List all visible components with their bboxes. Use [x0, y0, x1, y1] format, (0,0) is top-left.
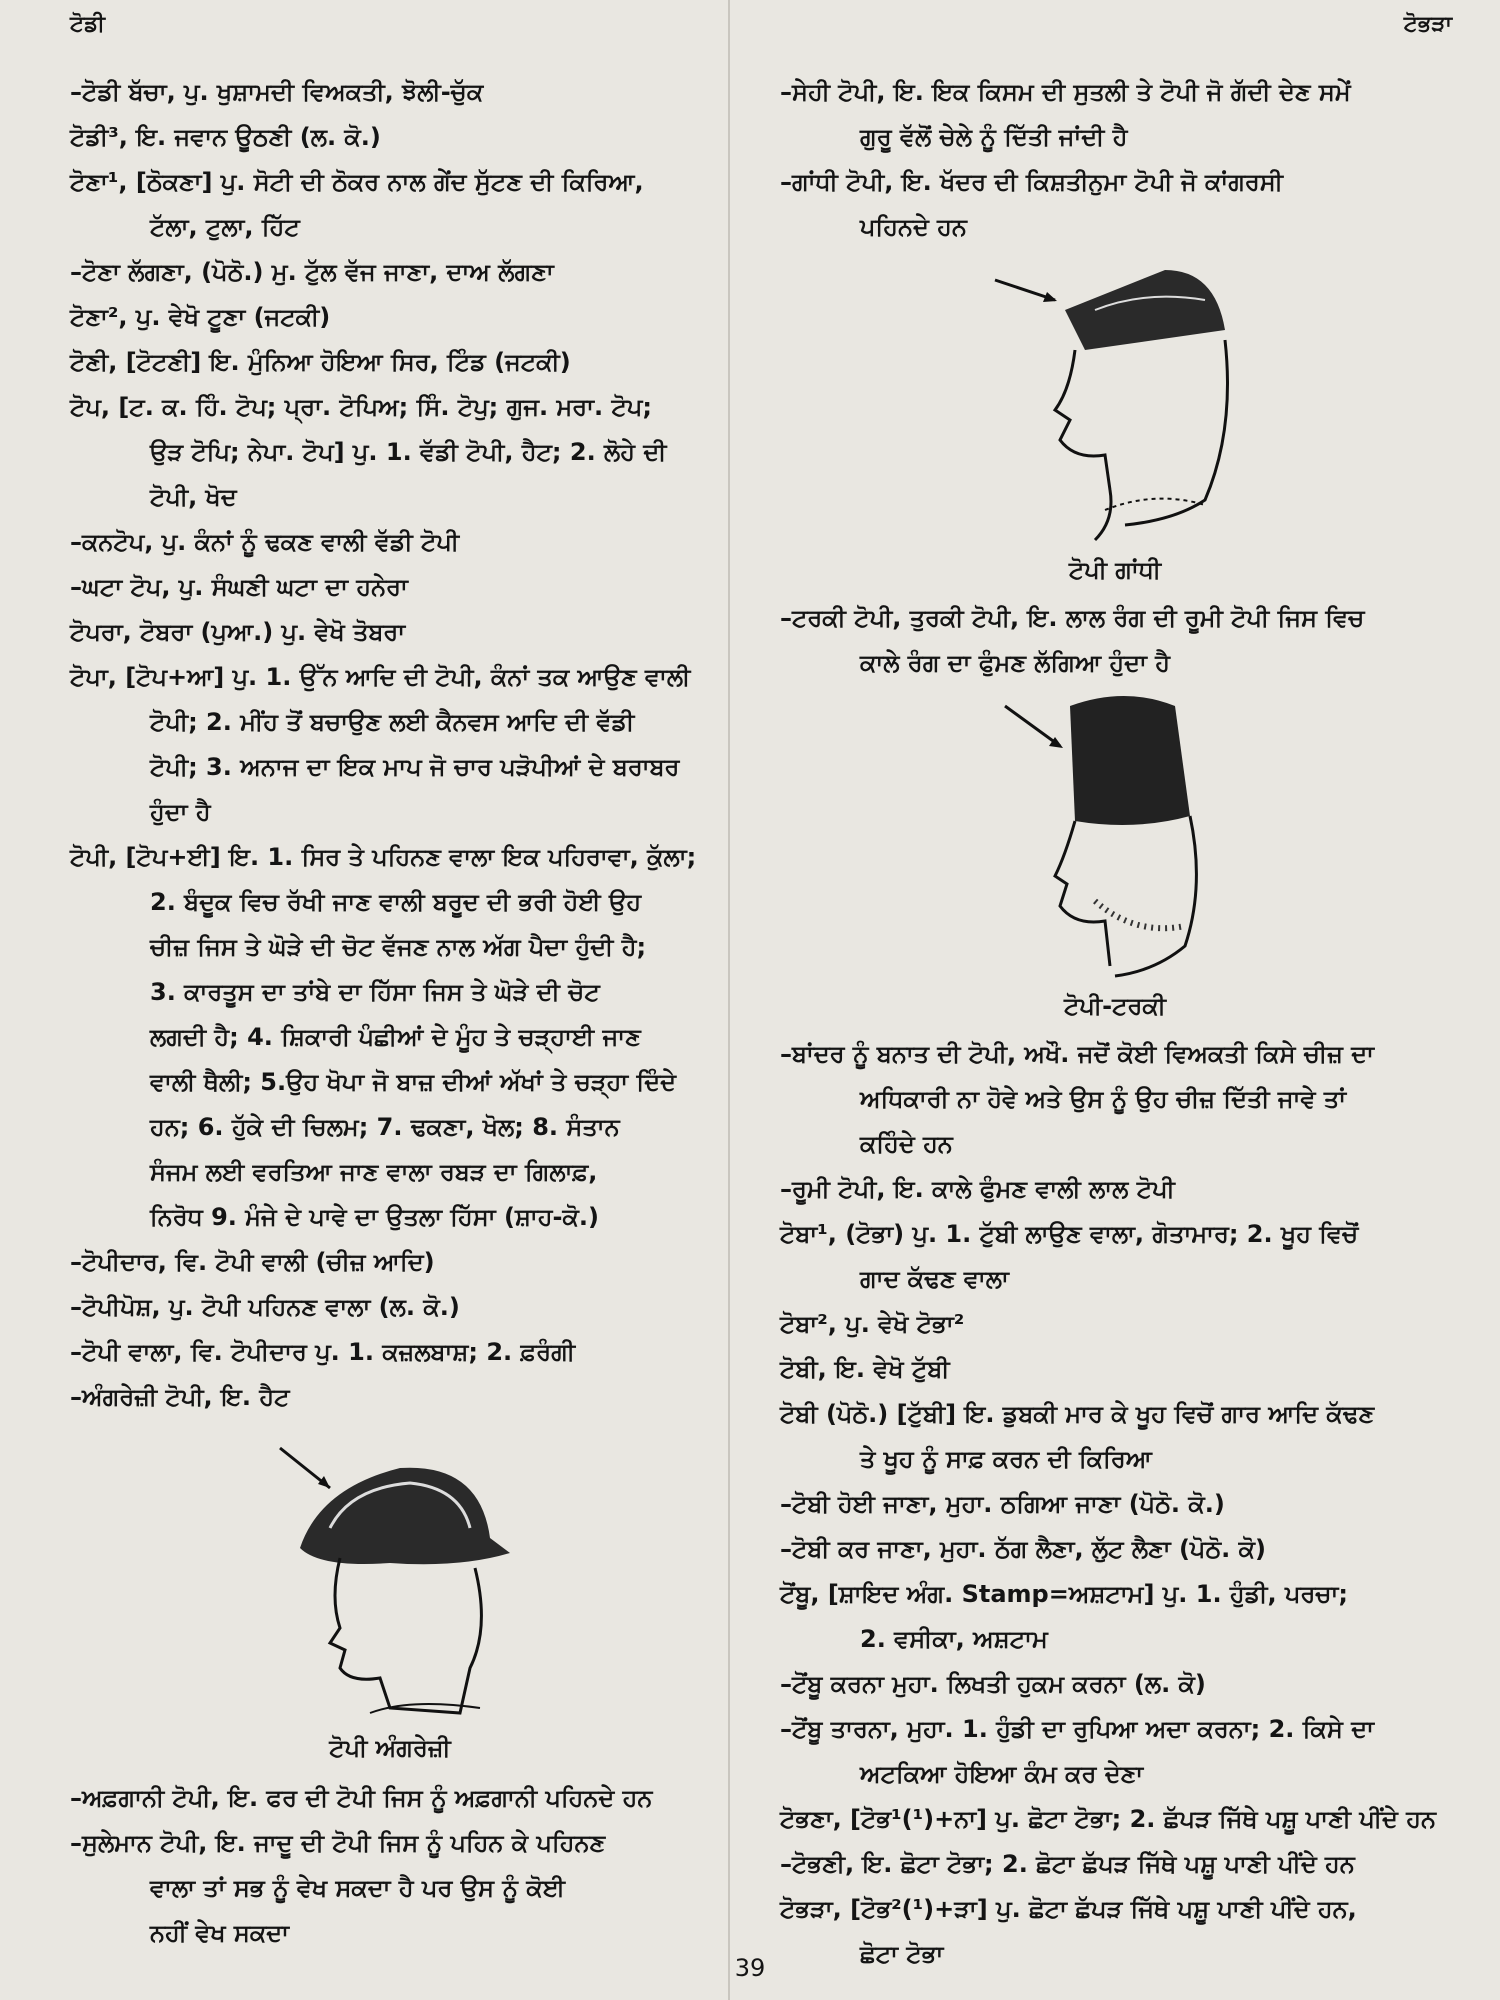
dictionary-entry-line: ਨਹੀਂ ਵੇਖ ਸਕਦਾ	[150, 1919, 290, 1947]
dictionary-entry-line: ਟੋਪੀ, ਖੋਦ	[150, 483, 237, 511]
dictionary-entry-line: –ਕਨਟੋਪ, ਪੁ. ਕੰਨਾਂ ਨੂੰ ਢਕਣ ਵਾਲੀ ਵੱਡੀ ਟੋਪੀ	[70, 528, 460, 556]
left-entries-bottom	[70, 1776, 710, 1956]
dictionary-entry-line: –ਟੋਪੀ ਵਾਲਾ, ਵਿ. ਟੋਪੀਦਾਰ ਪੁ. 1. ਕਜ਼ਲਬਾਸ਼; 2. ਫ਼ਰੰਗੀ	[70, 1338, 576, 1366]
dictionary-entry-line: ਵਾਲੀ ਥੈਲੀ; 5.ਉਹ ਖੋਪਾ ਜੋ ਬਾਜ਼ ਦੀਆਂ ਅੱਖਾਂ ਤੇ ਚੜ੍ਹਾ ਦਿੰਦੇ	[150, 1068, 677, 1096]
dictionary-entry-line: ਟੋਪਾ, [ਟੋਪ+ਆ] ਪੁ. 1. ਉੱਨ ਆਦਿ ਦੀ ਟੋਪੀ, ਕੰਨਾਂ ਤਕ ਆਉਣ ਵਾਲੀ	[70, 663, 691, 691]
dictionary-entry-line: ਟੋਂਬੂ, [ਸ਼ਾਇਦ ਅੰਗ. Stamp=ਅਸ਼ਟਾਮ] ਪੁ. 1. ਹੁੰਡੀ, ਪਰਚਾ;	[780, 1580, 1348, 1608]
dictionary-entry-line: ਨਿਰੋਧ 9. ਮੰਜੇ ਦੇ ਪਾਵੇ ਦਾ ਉਤਲਾ ਹਿੱਸਾ (ਸ਼ਾਹ-ਕੋ.)	[150, 1203, 599, 1231]
dictionary-entry-line: 2. ਬੰਦੂਕ ਵਿਚ ਰੱਖੀ ਜਾਣ ਵਾਲੀ ਬਰੂਦ ਦੀ ਭਰੀ ਹੋਈ ਉਹ	[150, 888, 642, 916]
page-number: 39	[734, 1954, 766, 1982]
dictionary-entry-line: ਟੋਬਾ¹, (ਟੋਭਾ) ਪੁ. 1. ਟੁੱਬੀ ਲਾਉਣ ਵਾਲਾ, ਗੋਤਾਮਾਰ; 2. ਖੂਹ ਵਿਚੋਂ	[780, 1220, 1359, 1248]
dictionary-entry-line: ਟੋਪੀ; 3. ਅਨਾਜ ਦਾ ਇਕ ਮਾਪ ਜੋ ਚਾਰ ਪੜੋਪੀਆਂ ਦੇ ਬਰਾਬਰ	[150, 753, 680, 781]
dictionary-entry-line: ਛੋਟਾ ਟੋਭਾ	[860, 1940, 944, 1968]
turkish-fez-caption: ਟੋਪੀ-ਟਰਕੀ	[1064, 992, 1166, 1020]
dictionary-entry-line: ਕਾਲੇ ਰੰਗ ਦਾ ਫੁੰਮਣ ਲੱਗਿਆ ਹੁੰਦਾ ਹੈ	[860, 649, 1171, 677]
dictionary-entry-line: –ਗਾਂਧੀ ਟੋਪੀ, ਇ. ਖੱਦਰ ਦੀ ਕਿਸ਼ਤੀਨੁਮਾ ਟੋਪੀ ਜੋ ਕਾਂਗਰਸੀ	[780, 168, 1283, 196]
dictionary-entry-line: ਟੋਣੀ, [ਟੋਟਣੀ] ਇ. ਮੁੰਨਿਆ ਹੋਇਆ ਸਿਰ, ਟਿੰਡ (ਜਟਕੀ)	[70, 348, 571, 376]
dictionary-entry-line: –ਟੋਪੀਪੋਸ਼, ਪੁ. ਟੋਪੀ ਪਹਿਨਣ ਵਾਲਾ (ਲ. ਕੋ.)	[70, 1293, 460, 1321]
dictionary-entry-line: –ਟੋਡੀ ਬੱਚਾ, ਪੁ. ਖੁਸ਼ਾਮਦੀ ਵਿਅਕਤੀ, ਝੋਲੀ-ਚੁੱਕ	[70, 78, 484, 106]
dictionary-entry-line: ਚੀਜ਼ ਜਿਸ ਤੇ ਘੋੜੇ ਦੀ ਚੋਟ ਵੱਜਣ ਨਾਲ ਅੱਗ ਪੈਦਾ ਹੁੰਦੀ ਹੈ;	[150, 933, 647, 961]
right-column	[780, 70, 1450, 1977]
dictionary-entry-line: –ਟੋਬੀ ਕਰ ਜਾਣਾ, ਮੁਹਾ. ਠੱਗ ਲੈਣਾ, ਲੁੱਟ ਲੈਣਾ (ਪੋਠੋ. ਕੋ)	[780, 1535, 1266, 1563]
dictionary-entry-line: –ਟੋਂਬੂ ਕਰਨਾ ਮੁਹਾ. ਲਿਖਤੀ ਹੁਕਮ ਕਰਨਾ (ਲ. ਕੋ)	[780, 1670, 1206, 1698]
dictionary-entry-line: –ਅਫ਼ਗਾਨੀ ਟੋਪੀ, ਇ. ਫਰ ਦੀ ਟੋਪੀ ਜਿਸ ਨੂੰ ਅਫ਼ਗਾਨੀ ਪਹਿਨਦੇ ਹਨ	[70, 1784, 653, 1812]
dictionary-entry-line: ਟੋਬੀ, ਇ. ਵੇਖੋ ਟੁੱਬੀ	[780, 1355, 950, 1383]
dictionary-entry-line: ਅਟਕਿਆ ਹੋਇਆ ਕੰਮ ਕਰ ਦੇਣਾ	[860, 1760, 1144, 1788]
turkish-fez-illustration	[975, 686, 1255, 986]
dictionary-entry-line: ਟੋਣਾ¹, [ਠੋਕਣਾ] ਪੁ. ਸੋਟੀ ਦੀ ਠੋਕਰ ਨਾਲ ਗੇਂਦ ਸੁੱਟਣ ਦੀ ਕਿਰਿਆ,	[70, 168, 644, 196]
dictionary-entry-line: ਟੋਪਰਾ, ਟੋਬਰਾ (ਪੁਆ.) ਪੁ. ਵੇਖੋ ਤੋਬਰਾ	[70, 618, 406, 646]
dictionary-entry-line: ਟੋਭੜਾ, [ਟੋਭ²(¹)+ੜਾ] ਪੁ. ਛੋਟਾ ਛੱਪੜ ਜਿੱਥੇ ਪਸ਼ੂ ਪਾਣੀ ਪੀਂਦੇ ਹਨ,	[780, 1895, 1357, 1923]
dictionary-entry-line: ਟੋਪੀ; 2. ਮੀਂਹ ਤੋਂ ਬਚਾਉਣ ਲਈ ਕੈਨਵਸ ਆਦਿ ਦੀ ਵੱਡੀ	[150, 708, 635, 736]
dictionary-entry-line: ਵਾਲਾ ਤਾਂ ਸਭ ਨੂੰ ਵੇਖ ਸਕਦਾ ਹੈ ਪਰ ਉਸ ਨੂੰ ਕੋਈ	[150, 1874, 565, 1902]
dictionary-entry-line: –ਸੇਹੀ ਟੋਪੀ, ਇ. ਇਕ ਕਿਸਮ ਦੀ ਸੁਤਲੀ ਤੇ ਟੋਪੀ ਜੋ ਗੱਦੀ ਦੇਣ ਸਮੇਂ	[780, 78, 1351, 106]
dictionary-entry-line: ਗੁਰੂ ਵੱਲੋਂ ਚੇਲੇ ਨੂੰ ਦਿੱਤੀ ਜਾਂਦੀ ਹੈ	[860, 123, 1128, 151]
right-entries-b	[780, 596, 1450, 686]
dictionary-entry-line: ਤੇ ਖੂਹ ਨੂੰ ਸਾਫ਼ ਕਰਨ ਦੀ ਕਿਰਿਆ	[860, 1445, 1152, 1473]
dictionary-entry-line: ਟੱਲਾ, ਟੁਲਾ, ਹਿੱਟ	[150, 213, 300, 241]
dictionary-entry-line: ਪਹਿਨਦੇ ਹਨ	[860, 213, 967, 241]
dictionary-entry-line: ਲਗਦੀ ਹੈ; 4. ਸ਼ਿਕਾਰੀ ਪੰਛੀਆਂ ਦੇ ਮੂੰਹ ਤੇ ਚੜ੍ਹਾਈ ਜਾਣ	[150, 1023, 641, 1051]
dictionary-entry-line: –ਰੂਮੀ ਟੋਪੀ, ਇ. ਕਾਲੇ ਫੁੰਮਣ ਵਾਲੀ ਲਾਲ ਟੋਪੀ	[780, 1175, 1175, 1203]
dictionary-entry-line: ਟੋਪ, [ਟ. ਕ. ਹਿੰ. ਟੋਪ; ਪ੍ਰਾ. ਟੋਪਿਅ; ਸਿੰ. ਟੋਪੁ; ਗੁਜ. ਮਰਾ. ਟੋਪ;	[70, 393, 652, 421]
left-entries-top	[70, 70, 710, 1420]
dictionary-entry-line: 2. ਵਸੀਕਾ, ਅਸ਼ਟਾਮ	[860, 1625, 1048, 1653]
dictionary-entry-line: –ਬਾਂਦਰ ਨੂੰ ਬਨਾਤ ਦੀ ਟੋਪੀ, ਅਖੌ. ਜਦੋਂ ਕੋਈ ਵਿਅਕਤੀ ਕਿਸੇ ਚੀਜ਼ ਦਾ	[780, 1040, 1374, 1068]
header-right-word: ਟੋਭੜਾ	[1403, 12, 1452, 37]
dictionary-entry-line: –ਟੋਭਣੀ, ਇ. ਛੋਟਾ ਟੋਭਾ; 2. ਛੋਟਾ ਛੱਪੜ ਜਿੱਥੇ ਪਸ਼ੂ ਪਾਣੀ ਪੀਂਦੇ ਹਨ	[780, 1850, 1355, 1878]
column-divider	[728, 0, 730, 2000]
dictionary-entry-line: ਹੁੰਦਾ ਹੈ	[150, 798, 211, 826]
dictionary-entry-line: ਹਨ; 6. ਹੁੱਕੇ ਦੀ ਚਿਲਮ; 7. ਢਕਣਾ, ਖੋਲ; 8. ਸੰਤਾਨ	[150, 1113, 620, 1141]
dictionary-entry-line: ਸੰਜਮ ਲਈ ਵਰਤਿਆ ਜਾਣ ਵਾਲਾ ਰਬੜ ਦਾ ਗਿਲਾਫ਼,	[150, 1158, 598, 1186]
dictionary-entry-line: –ਟੋਪੀਦਾਰ, ਵਿ. ਟੋਪੀ ਵਾਲੀ (ਚੀਜ਼ ਆਦਿ)	[70, 1248, 435, 1276]
gandhi-cap-illustration	[975, 250, 1255, 550]
dictionary-entry-line: ਟੋਬੀ (ਪੋਠੋ.) [ਟੁੱਬੀ] ਇ. ਡੁਬਕੀ ਮਾਰ ਕੇ ਖੂਹ ਵਿਚੋਂ ਗਾਰ ਆਦਿ ਕੱਢਣ	[780, 1400, 1375, 1428]
english-hat-caption: ਟੋਪੀ ਅੰਗਰੇਜ਼ੀ	[329, 1734, 451, 1762]
english-hat-illustration	[260, 1428, 520, 1728]
dictionary-entry-line: ਉੜ ਟੋਪਿ; ਨੇਪਾ. ਟੋਪ] ਪੁ. 1. ਵੱਡੀ ਟੋਪੀ, ਹੈਟ; 2. ਲੋਹੇ ਦੀ	[150, 438, 667, 466]
dictionary-entry-line: –ਅੰਗਰੇਜ਼ੀ ਟੋਪੀ, ਇ. ਹੈਟ	[70, 1383, 290, 1411]
dictionary-entry-line: –ਟੋਣਾ ਲੱਗਣਾ, (ਪੋਠੋ.) ਮੁ. ਟੁੱਲ ਵੱਜ ਜਾਣਾ, ਦਾਅ ਲੱਗਣਾ	[70, 258, 554, 286]
dictionary-entry-line: –ਟੋਬੀ ਹੋਈ ਜਾਣਾ, ਮੁਹਾ. ਠਗਿਆ ਜਾਣਾ (ਪੋਠੋ. ਕੋ.)	[780, 1490, 1225, 1518]
dictionary-entry-line: ਟੋਪੀ, [ਟੋਪ+ਈ] ਇ. 1. ਸਿਰ ਤੇ ਪਹਿਨਣ ਵਾਲਾ ਇਕ ਪਹਿਰਾਵਾ, ਕੁੱਲਾ;	[70, 843, 697, 871]
dictionary-entry-line: 3. ਕਾਰਤੂਸ ਦਾ ਤਾਂਬੇ ਦਾ ਹਿੱਸਾ ਜਿਸ ਤੇ ਘੋੜੇ ਦੀ ਚੋਟ	[150, 978, 600, 1006]
dictionary-entry-line: –ਸੁਲੇਮਾਨ ਟੋਪੀ, ਇ. ਜਾਦੂ ਦੀ ਟੋਪੀ ਜਿਸ ਨੂੰ ਪਹਿਨ ਕੇ ਪਹਿਨਣ	[70, 1829, 606, 1857]
right-entries-c	[780, 1032, 1450, 1977]
dictionary-entry-line: ਟੋਡੀ³, ਇ. ਜਵਾਨ ਊਠਣੀ (ਲ. ਕੋ.)	[70, 123, 381, 151]
dictionary-entry-line: –ਟੋਂਬੂ ਤਾਰਨਾ, ਮੁਹਾ. 1. ਹੁੰਡੀ ਦਾ ਰੁਪਿਆ ਅਦਾ ਕਰਨਾ; 2. ਕਿਸੇ ਦਾ	[780, 1715, 1374, 1743]
dictionary-entry-line: –ਟਰਕੀ ਟੋਪੀ, ਤੁਰਕੀ ਟੋਪੀ, ਇ. ਲਾਲ ਰੰਗ ਦੀ ਰੂਮੀ ਟੋਪੀ ਜਿਸ ਵਿਚ	[780, 604, 1365, 632]
gandhi-cap-caption: ਟੋਪੀ ਗਾਂਧੀ	[1068, 556, 1162, 584]
dictionary-entry-line: ਅਧਿਕਾਰੀ ਨਾ ਹੋਵੇ ਅਤੇ ਉਸ ਨੂੰ ਉਹ ਚੀਜ਼ ਦਿੱਤੀ ਜਾਵੇ ਤਾਂ	[860, 1085, 1346, 1113]
dictionary-entry-line: ਕਹਿੰਦੇ ਹਨ	[860, 1130, 953, 1158]
dictionary-entry-line: ਟੋਣਾ², ਪੁ. ਵੇਖੋ ਟੂਣਾ (ਜਟਕੀ)	[70, 303, 331, 331]
right-entries-a	[780, 70, 1450, 250]
dictionary-entry-line: –ਘਟਾ ਟੋਪ, ਪੁ. ਸੰਘਣੀ ਘਟਾ ਦਾ ਹਨੇਰਾ	[70, 573, 408, 601]
dictionary-entry-line: ਗਾਦ ਕੱਢਣ ਵਾਲਾ	[860, 1265, 1009, 1293]
header-left-word: ਟੋਡੀ	[70, 12, 106, 37]
dictionary-entry-line: ਟੋਬਾ², ਪੁ. ਵੇਖੋ ਟੋਭਾ²	[780, 1310, 965, 1338]
dictionary-entry-line: ਟੋਭਣਾ, [ਟੋਭ¹(¹)+ਨਾ] ਪੁ. ਛੋਟਾ ਟੋਭਾ; 2. ਛੱਪੜ ਜਿੱਥੇ ਪਸ਼ੂ ਪਾਣੀ ਪੀਂਦੇ ਹਨ	[780, 1805, 1437, 1833]
left-column	[70, 70, 710, 1956]
